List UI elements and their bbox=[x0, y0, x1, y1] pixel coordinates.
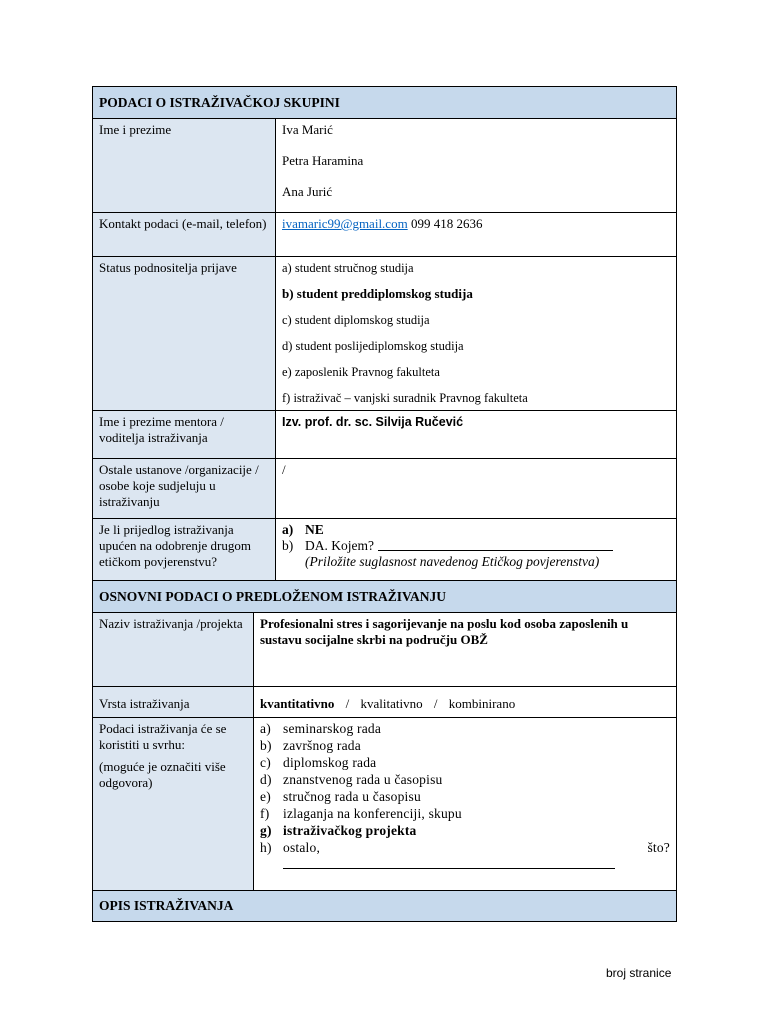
research-name-label: Naziv istraživanja /projekta bbox=[99, 616, 243, 631]
ethics-cell[interactable] bbox=[275, 518, 677, 581]
purpose-other-marker: h) bbox=[260, 840, 272, 855]
status-option[interactable]: a) student stručnog studija bbox=[282, 261, 414, 275]
other-institutions-value: / bbox=[282, 462, 286, 477]
name-1: Iva Marić bbox=[282, 122, 333, 137]
status-option[interactable]: c) student diplomskog studija bbox=[282, 313, 430, 327]
mentor-cell[interactable] bbox=[275, 410, 677, 459]
purpose-option-marker: b) bbox=[260, 738, 272, 753]
purpose-other-question: što? bbox=[647, 840, 670, 855]
ethics-a-marker: a) bbox=[282, 522, 294, 537]
purpose-other-row[interactable] bbox=[260, 839, 670, 856]
purpose-option[interactable] bbox=[260, 805, 670, 822]
name-3: Ana Jurić bbox=[282, 184, 333, 199]
purpose-label: Podaci istraživanja će se koristiti u svrhu: bbox=[99, 721, 227, 752]
research-name-label-cell bbox=[92, 612, 254, 687]
status-option[interactable]: b) student preddiplomskog studija bbox=[282, 286, 473, 301]
purpose-option[interactable] bbox=[260, 788, 670, 805]
purpose-option-label: stručnog rada u časopisu bbox=[283, 789, 421, 804]
ethics-note: (Priložite suglasnost navedenog Etičkog povjerenstva) bbox=[305, 554, 600, 569]
status-option[interactable]: f) istraživač – vanjski suradnik Pravnog fakulteta bbox=[282, 391, 528, 405]
page-number-label: broj stranice bbox=[606, 966, 672, 980]
other-institutions-label: Ostale ustanove /organizacije / osobe koje sudjeluju u istraživanju bbox=[99, 462, 259, 509]
mentor-label: Ime i prezime mentora / voditelja istraživanja bbox=[99, 414, 224, 445]
section-title: PODACI O ISTRAŽIVAČKOJ SKUPINI bbox=[99, 94, 340, 110]
research-name-cell[interactable] bbox=[253, 612, 677, 687]
status-option[interactable]: e) zaposlenik Pravnog fakulteta bbox=[282, 365, 440, 379]
name-label: Ime i prezime bbox=[99, 122, 172, 137]
contact-label: Kontakt podaci (e-mail, telefon) bbox=[99, 216, 267, 231]
contact-phone: 099 418 2636 bbox=[410, 216, 483, 231]
type-separator: / bbox=[345, 696, 350, 711]
contact-cell[interactable] bbox=[275, 212, 677, 257]
contact-email-link[interactable]: ivamaric99@gmail.com bbox=[282, 216, 408, 231]
section-title: OPIS ISTRAŽIVANJA bbox=[99, 898, 234, 913]
purpose-option-label: istraživačkog projekta bbox=[283, 823, 417, 838]
section-header-basic-data bbox=[92, 580, 677, 613]
purpose-option-label: izlaganja na konferenciji, skupu bbox=[283, 806, 462, 821]
status-option[interactable]: d) student poslijediplomskog studija bbox=[282, 339, 464, 353]
purpose-label-cell bbox=[92, 717, 254, 891]
mentor-label-cell bbox=[92, 410, 276, 459]
section-title: OSNOVNI PODACI O PREDLOŽENOM ISTRAŽIVANJU bbox=[99, 588, 447, 604]
ethics-label: Je li prijedlog istraživanja upućen na odobrenje drugom etičkom povjerenstvu? bbox=[99, 522, 251, 569]
research-type-combined[interactable]: kombinirano bbox=[448, 696, 516, 711]
status-label-cell bbox=[92, 256, 276, 411]
section-header-description bbox=[92, 890, 677, 922]
purpose-option-label: seminarskog rada bbox=[283, 721, 382, 736]
purpose-option[interactable] bbox=[260, 771, 670, 788]
purpose-option[interactable] bbox=[260, 822, 670, 839]
purpose-option-marker: e) bbox=[260, 789, 271, 804]
purpose-option-marker: g) bbox=[260, 823, 272, 838]
research-type-qualitative[interactable]: kvalitativno bbox=[360, 696, 423, 711]
research-type-cell[interactable] bbox=[253, 686, 677, 718]
research-name-value: Profesionalni stres i sagorijevanje na poslu kod osoba zaposlenih u sustavu socijalne skrbi na području OBŽ bbox=[260, 616, 629, 647]
section-header-research-group bbox=[92, 86, 677, 119]
purpose-option[interactable] bbox=[260, 754, 670, 771]
ethics-b-marker: b) bbox=[282, 538, 294, 553]
purpose-options-list bbox=[260, 720, 670, 839]
name-label-cell bbox=[92, 118, 276, 213]
purpose-option[interactable] bbox=[260, 720, 670, 737]
status-options-cell[interactable] bbox=[275, 256, 677, 411]
purpose-option-marker: d) bbox=[260, 772, 272, 787]
purpose-option-marker: f) bbox=[260, 806, 270, 821]
other-institutions-label-cell bbox=[92, 458, 276, 519]
research-type-quantitative[interactable]: kvantitativno bbox=[260, 696, 335, 711]
purpose-option[interactable] bbox=[260, 737, 670, 754]
purpose-note: (moguće je označiti više odgovora) bbox=[99, 759, 226, 790]
ethics-option-ne[interactable]: NE bbox=[305, 522, 324, 537]
ethics-option-da[interactable]: DA. Kojem? bbox=[305, 538, 374, 553]
ethics-label-cell bbox=[92, 518, 276, 581]
other-institutions-cell[interactable] bbox=[275, 458, 677, 519]
status-label: Status podnositelja prijave bbox=[99, 260, 237, 275]
name-2: Petra Haramina bbox=[282, 153, 364, 168]
purpose-option-label: završnog rada bbox=[283, 738, 361, 753]
purpose-option-label: diplomskog rada bbox=[283, 755, 377, 770]
research-type-label-cell bbox=[92, 686, 254, 718]
purpose-option-label: znanstvenog rada u časopisu bbox=[283, 772, 443, 787]
names-cell[interactable] bbox=[275, 118, 677, 213]
purpose-other-label: ostalo, bbox=[283, 840, 321, 855]
mentor-value: Izv. prof. dr. sc. Silvija Ručević bbox=[282, 415, 464, 429]
type-separator: / bbox=[433, 696, 438, 711]
purpose-option-marker: c) bbox=[260, 755, 271, 770]
contact-label-cell bbox=[92, 212, 276, 257]
status-options-list bbox=[282, 260, 670, 406]
purpose-option-marker: a) bbox=[260, 721, 271, 736]
purpose-options-cell[interactable] bbox=[253, 717, 677, 891]
purpose-other-blank-line[interactable] bbox=[283, 856, 615, 869]
research-type-label: Vrsta istraživanja bbox=[99, 696, 190, 711]
ethics-blank-line[interactable] bbox=[378, 538, 613, 551]
application-form bbox=[92, 86, 677, 922]
